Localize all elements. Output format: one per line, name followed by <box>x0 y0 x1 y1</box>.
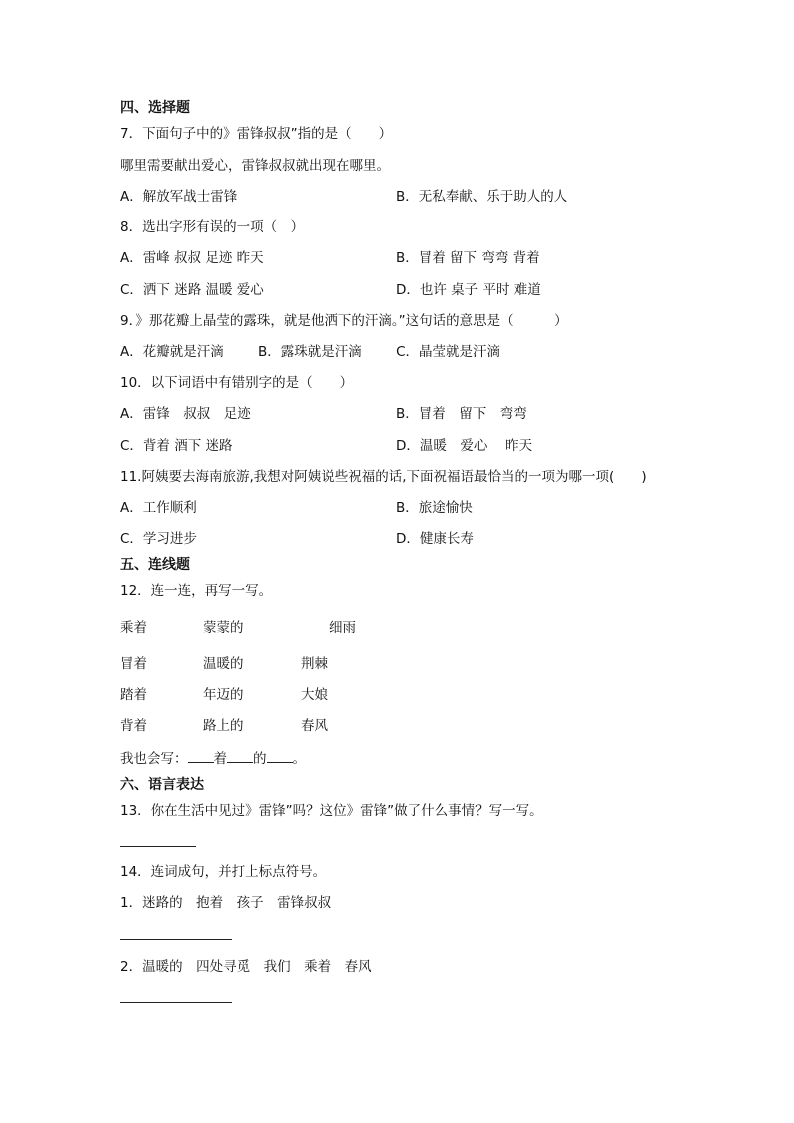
q10-option-b: B．冒着 留下 弯弯 <box>396 406 527 422</box>
match-left-1: 乘着 <box>120 620 147 636</box>
q11-option-b: B．旅途愉快 <box>396 500 473 516</box>
match-right-1: 细雨 <box>329 620 356 636</box>
q9-option-c: C．晶莹就是汗滴 <box>396 344 501 360</box>
q10-option-c: C．背着 酒下 迷路 <box>120 438 233 454</box>
write-blank-3[interactable] <box>267 749 293 763</box>
q12-write-line <box>120 749 306 768</box>
q14-item-1: 1．迷路的 抱着 孩子 雷锋叔叔 <box>120 895 332 911</box>
q14-item-2: 2．温暖的 四处寻觅 我们 乘着 春风 <box>120 959 372 975</box>
match-middle-4: 路上的 <box>203 718 244 734</box>
match-middle-3: 年迈的 <box>203 687 244 703</box>
q8-option-c: C．洒下 迷路 温暖 爱心 <box>120 282 264 298</box>
q7-stem: 7．下面句子中的》雷锋叔叔”指的是（ ） <box>120 126 393 142</box>
q9-option-b: B．露珠就是汗滴 <box>258 344 362 360</box>
section-5-title: 五、连线题 <box>120 557 190 573</box>
q13-stem: 13．你在生活中见过》雷锋”吗？这位》雷锋”做了什么事情？写一写。 <box>120 803 543 819</box>
write-blank-2[interactable] <box>227 749 253 763</box>
q8-stem: 8．选出字形有误的一项（ ） <box>120 219 305 235</box>
q10-option-a: A．雷锋 叔叔 足迹 <box>120 406 251 422</box>
q7-sentence: 哪里需要献出爱心，雷锋叔叔就出现在哪里。 <box>120 158 390 174</box>
match-left-4: 背着 <box>120 718 147 734</box>
match-left-2: 冒着 <box>120 656 147 672</box>
q14-item-1-answer-line[interactable] <box>120 939 232 940</box>
q11-option-a: A．工作顺利 <box>120 500 197 516</box>
q7-option-b: B．无私奉献、乐于助人的人 <box>396 189 568 205</box>
q8-option-a: A．雷峰 叔叔 足迹 昨天 <box>120 250 264 266</box>
q11-stem: 11.阿姨要去海南旅游,我想对阿姨说些祝福的话,下面祝福语最恰当的一项为哪一项( ) <box>120 469 647 485</box>
match-right-3: 大娘 <box>301 687 328 703</box>
q11-option-d: D．健康长寿 <box>396 531 474 547</box>
q12-stem: 12．连一连，再写一写。 <box>120 583 273 599</box>
write-prefix: 我也会写： <box>120 751 188 767</box>
q7-option-a: A．解放军战士雷锋 <box>120 189 238 205</box>
write-blank-1[interactable] <box>188 749 214 763</box>
match-middle-1: 蒙蒙的 <box>203 620 244 636</box>
q8-option-d: D．也许 桌子 平时 难道 <box>396 282 541 298</box>
q10-stem: 10．以下词语中有错别字的是（ ） <box>120 375 354 391</box>
q9-stem: 9．》那花瓣上晶莹的露珠，就是他洒下的汗滴。”这句话的意思是（ ） <box>120 313 568 329</box>
write-mid-2: 的 <box>253 751 267 767</box>
q11-option-c: C．学习进步 <box>120 531 197 547</box>
q13-answer-line[interactable] <box>120 846 196 847</box>
write-mid-1: 着 <box>213 751 227 767</box>
match-left-3: 踏着 <box>120 687 147 703</box>
q9-option-a: A．花瓣就是汗滴 <box>120 344 224 360</box>
section-6-title: 六、语言表达 <box>120 777 204 793</box>
q10-option-d: D．温暖 爱心 昨天 <box>396 438 533 454</box>
match-right-4: 春风 <box>301 718 328 734</box>
q9-options <box>120 343 530 361</box>
match-right-2: 荆棘 <box>301 656 328 672</box>
write-end: 。 <box>292 751 306 767</box>
section-4-title: 四、选择题 <box>120 100 190 116</box>
q14-stem: 14．连词成句，并打上标点符号。 <box>120 864 327 880</box>
match-middle-2: 温暖的 <box>203 656 244 672</box>
q8-option-b: B．冒着 留下 弯弯 背着 <box>396 250 540 266</box>
q14-item-2-answer-line[interactable] <box>120 1002 232 1003</box>
